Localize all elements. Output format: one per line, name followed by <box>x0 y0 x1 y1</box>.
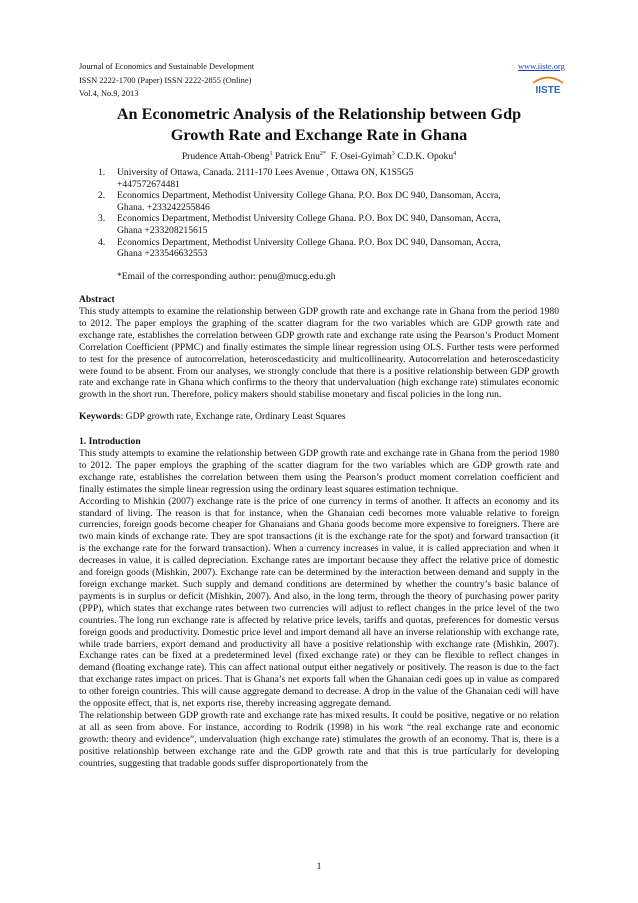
keywords-line <box>79 411 346 423</box>
journal-volume: Vol.4, No.9, 2013 <box>79 89 139 98</box>
keywords-label: Keywords <box>79 411 121 422</box>
abstract-text: This study attempts to examine the relationship between GDP growth rate and exchange rate in Ghana from the period 1980 to 2012. The paper employs the graphing of the scatter diagram for the two variables which are GDP growth rate and exchange rate, establishes the correlation between GDP growth rate and exchange rate using the Pearson’s Product Moment Correlation Coefficient (PPMC) and finally estimates the simple linear regression using OLS. Further tests were performed to test for the presence of autocorrelation, heteroscedasticity and multicollinearity. Autocorrelation and heteroscedasticity were found to be absent. From our analyses, we strongly conclude that there is a positive relationship between GDP growth rate and exchange rate in Ghana which confirms to the theory that undervaluation (high exchange rate) stimulates economic growth in the short run. Therefore, policy makers should stabilise monetary and fiscal policies in the long run. <box>79 306 559 401</box>
affiliation-list <box>79 167 559 260</box>
journal-name: Journal of Economics and Sustainable Development <box>79 62 255 71</box>
author-name: Prudence Attah-Obeng <box>181 151 270 162</box>
affiliation-number: 4. <box>98 236 106 248</box>
paragraph: This study attempts to examine the relationship between GDP growth rate and exchange rate in Ghana from the period 1980 to 2012. The paper employs the graphing of the scatter diagram for the two variables which are GDP growth rate and exchange rate, establishes the correlation between them using the Pearson’s product moment correlation coefficient and finally estimates the simple linear regression using the ordinary least squares estimation technique. <box>79 448 559 495</box>
author-name: F. Osei-Gyimah <box>330 151 392 162</box>
affiliation-item <box>79 237 559 260</box>
affiliation-item <box>79 190 559 213</box>
affiliation-item <box>79 213 559 236</box>
logo-arc <box>533 78 563 84</box>
author-name: Patrick Enu <box>274 151 320 162</box>
title-line-2: Growth Rate and Exchange Rate in Ghana <box>170 126 468 144</box>
affiliation-line: Ghana +233546632553 <box>117 248 208 260</box>
affiliation-line: University of Ottawa, Canada. 2111-170 Lees Avenue , Ottawa ON, K1S5G5 <box>117 167 414 178</box>
author-name: C.D.K. Opoku <box>397 151 454 162</box>
abstract-heading: Abstract <box>79 294 115 305</box>
paragraph: The relationship between GDP growth rate and exchange rate has mixed results. It could be positive, negative or no relation at all as seen from above. For instance, according to Rodrik (1998) in his work “the real exchange rate and economic growth: theory and evidence”, undervaluation (high exchange rate) stimulates the growth of an economy. That is, there is a positive relationship between exchange rate and the GDP growth rate and that this is true particularly for developing countries, suggesting that tradable goods suffer disproportionately from the <box>79 709 559 769</box>
author-sup: 4 <box>453 150 457 157</box>
journal-issn: ISSN 2222-1700 (Paper) ISSN 2222-2855 (Online) <box>79 75 252 85</box>
introduction-heading: 1. Introduction <box>79 436 141 447</box>
author-list <box>79 150 559 163</box>
journal-website-link[interactable]: www.iiste.org <box>518 62 565 71</box>
page-number: 1 <box>316 861 322 872</box>
author-sup: 1 <box>269 150 273 157</box>
paper-title <box>79 104 559 146</box>
corresponding-email: *Email of the corresponding author: penu@mucg.edu.gh <box>117 271 336 282</box>
logo-text: IISTE <box>535 85 561 96</box>
author-sup: 2* <box>319 150 326 157</box>
affiliation-number: 3. <box>98 213 106 225</box>
paragraph: According to Mishkin (2007) exchange rate is the price of one currency in terms of another. It affects an economy and its standard of living. The reason is that for instance, when the Ghanaian cedi becomes more valuable relative to foreign currencies, foreign goods become cheaper for Ghanaians and Ghana goods become more expensive to foreigners. There are two main kinds of exchange rate. They are spot transactions (it is the exchange rate for the spot) and forward transaction (it is the exchange rate for the forward transaction). When a currency increases in value, it is called appreciation and when it decreases in value, it is called depreciation. Exchange rates are important because they affect the relative price of domestic and foreign goods (Mishkin, 2007). Exchange rate can be determined by the interaction between demand and supply in the foreign exchange market. Such supply and demand conditions are determined by whether the country’s basic balance of payments is in surplus or deficit (Mishkin, 2007). And also, in the long term, through the theory of purchasing power parity (PPP), which states that exchange rates between two currencies will adjust to reflect changes in the price level of the two countries. The long run exchange rate is affected by relative price levels, tariffs and quotas, preferences for domestic versus foreign goods and productivity. Domestic price level and import demand all have an inverse relationship with exchange rate, while trade barriers, export demand and productivity all have a positive relationship with exchange rate (Mishkin, 2007). Exchange rates can be fixed at a predetermined level (fixed exchange rate) or they can be flexible to reflect changes in demand (floating exchange rate). This can affect national output either negatively or positively. The reason is due to the fact that exchange rates impact on prices. That is Ghana’s net exports fall when the Ghanaian cedi goes up in value as compared to other foreign countries. This will cause aggregate demand to decrease. A drop in the value of the Ghanaian cedi will have the opposite effect, that is, net exports rise, thereby increasing aggregate demand. <box>79 495 559 710</box>
affiliation-item <box>79 167 559 190</box>
affiliation-line: Economics Department, Methodist University College Ghana. P.O. Box DC 940, Dansoman, Accra, <box>117 236 501 248</box>
affiliation-line: +447572674481 <box>117 178 180 190</box>
affiliation-number: 2. <box>98 190 106 202</box>
keywords-text: : GDP growth rate, Exchange rate, Ordinary Least Squares <box>120 411 346 422</box>
journal-header <box>79 60 254 101</box>
title-line-1: An Econometric Analysis of the Relationship between Gdp <box>116 105 522 123</box>
author-sup: 3 <box>391 150 395 157</box>
affiliation-line: Economics Department, Methodist University College Ghana. P.O. Box DC 940, Dansoman, Accra, <box>117 190 501 202</box>
introduction-body <box>79 448 559 769</box>
affiliation-line: Ghana +233208215615 <box>117 224 208 236</box>
affiliation-line: Ghana. +233242255846 <box>117 201 210 213</box>
affiliation-number: 1. <box>98 167 106 178</box>
affiliation-line: Economics Department, Methodist University College Ghana. P.O. Box DC 940, Dansoman, Accra, <box>117 213 501 225</box>
iiste-logo <box>531 74 565 96</box>
